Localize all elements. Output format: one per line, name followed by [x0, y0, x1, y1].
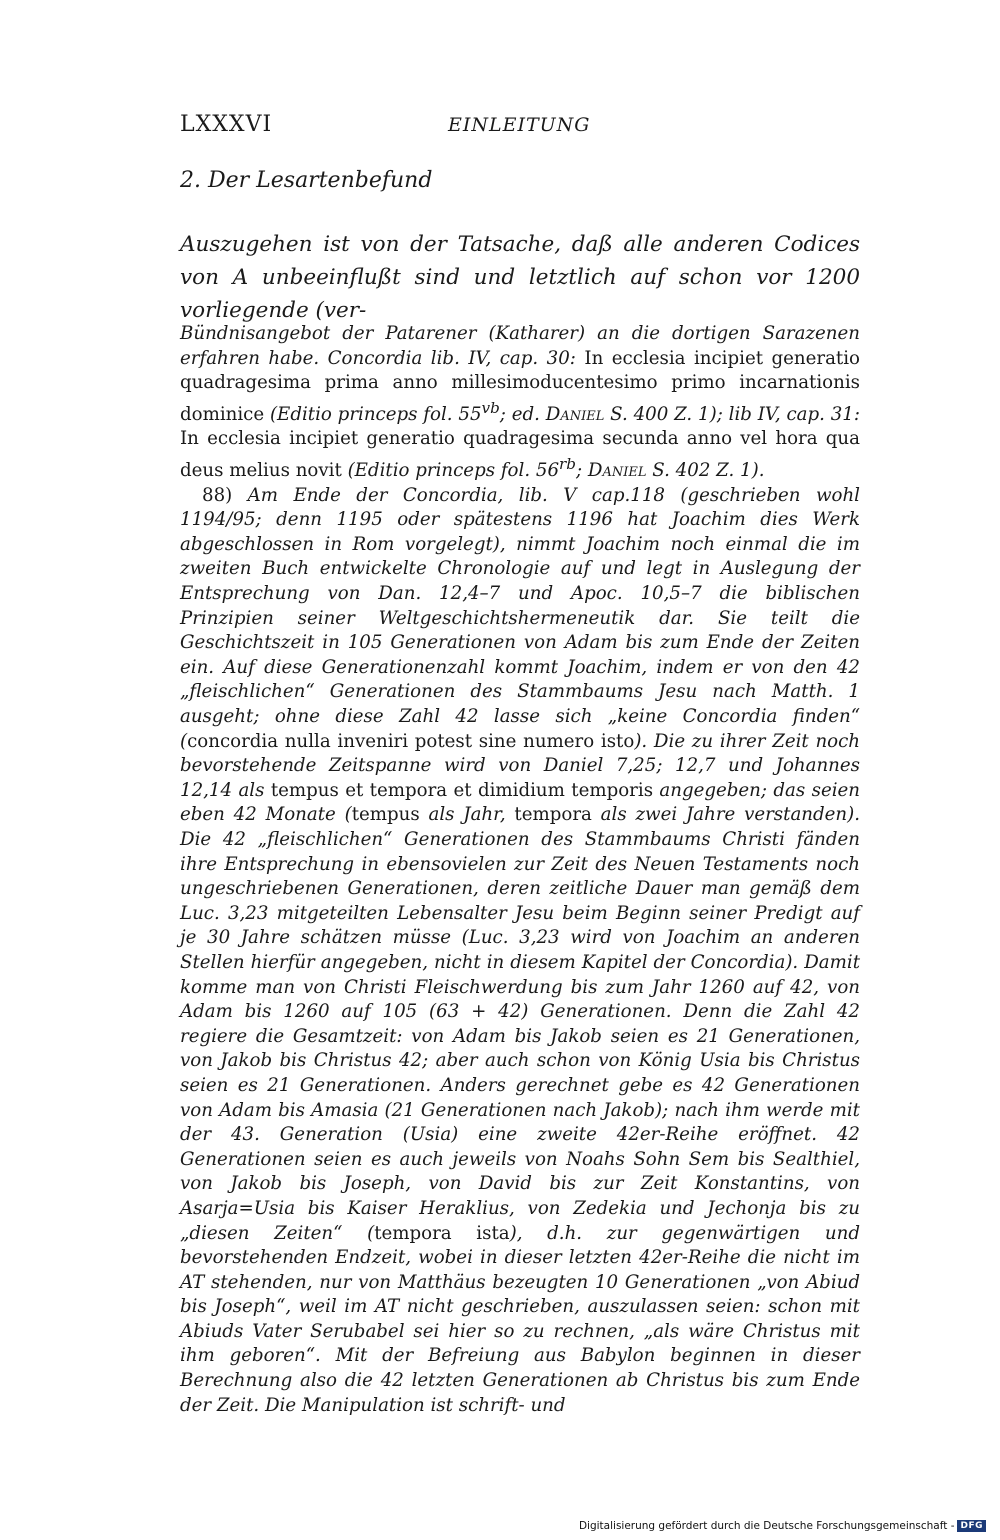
fn-text: Am Ende der Concordia, lib. V cap.118 (geschrieben wohl 1194/95; denn 1195 oder spätestens 1196 hat Joachim dies Werk abgeschlossen in Rom vorgelegt), nimmt Joachim noch einmal die im zweiten Buch entwickelte Chronologie auf und legt in Auslegung der Entsprechung von Dan. 12,4–7 und Apoc. 10,5–7 die biblischen Prinzipien seiner Weltgeschichtshermeneutik dar. Sie teilt die Geschichtszeit in 105 Generationen von Adam bis zum Ende der Zeiten ein. Auf diese Generationenzahl kommt Joachim, indem er von den 42 „fleischlichen“ Generationen des Stammbaums Jesu nach Matth. 1 ausgeht; ohne diese Zahl 42 lasse sich „keine Concordia finden“ ( [180, 484, 860, 752]
superscript: vb [481, 398, 500, 417]
footnote-number: 88) [202, 484, 233, 506]
fn-text: als zwei Jahre verstanden). Die 42 „fleischlichen“ Generationen des Stammbaums Christi fänden ihre Entsprechung in ebensovielen zur Zeit des Neuen Testaments noch ungeschriebenen Generationen, deren zeitliche Dauer man gemäß dem Luc. 3,23 mitgeteilten Lebensalter Jesu beim Beginn seiner Predigt auf je 30 Jahre schätzen müsse (Luc. 3,23 wird von Joachim an anderen Stellen hierfür angegeben, nicht in diesem Kapitel der Concordia). Damit komme man von Christi Fleischwerdung bis zum Jahr 1260 auf 42, von Adam bis 1260 auf 105 (63 + 42) Generationen. Denn die Zahl 42 regiere die Gesamtzeit: von Adam bis Jakob seien es 21 Generationen, von Jakob bis Christus 42; aber auch schon von König Usia bis Christus seien es 21 Generationen. Anders gerechnet gebe es 42 Generationen von Adam bis Amasia (21 Generationen nach Jakob); nach ihm werde mit der 43. Generation (Usia) eine zweite 42er-Reihe eröffnet. 42 Generationen seien es auch jeweils von Noahs Sohn Sem bis Sealthiel, von Jakob bis Joseph, von David bis zur Zeit Konstantins, von Asarja=Usia bis Kaiser Heraklius, von Zedekia und Jechonja bis zu „diesen Zeiten“ ( [180, 804, 860, 1244]
footer-credit-text: Digitalisierung gefördert durch die Deutsche Forschungsgemeinschaft - [578, 1520, 955, 1532]
fn-text: als Jahr, [419, 804, 515, 826]
footnote-88 [180, 484, 860, 1419]
footnote-continuation [180, 322, 860, 484]
fn-text: S. 400 Z. 1); lib IV, cap. 31: [604, 403, 860, 425]
author-name: Daniel [587, 460, 647, 482]
footer-credit [579, 1520, 986, 1532]
latin-quote: tempus et tempora et dimidium temporis [270, 779, 654, 801]
fn-text: ), d.h. zur gegenwärtigen und bevorstehenden Endzeit, wobei in dieser letzten 42er-Reihe die nicht im AT stehenden, nur von Matthäus bezeugten 10 Generationen „von Abiud bis Joseph“, weil im AT nicht geschrieben, auszulassen seien: schon mit Abiuds Vater Serubabel sei hier so zu rechnen, „als wäre Christus mit ihm geboren“. Mit der Befreiung aus Babylon beginnen in dieser Berechnung also die 42 letzten Generationen ab Christus bis zum Ende der Zeit. Die Manipulation ist schrift- und [180, 1222, 860, 1416]
author-name: Daniel [545, 403, 605, 425]
latin-quote: tempora ista [374, 1222, 510, 1244]
fn-text: (Editio princeps fol. 55 [264, 403, 482, 425]
latin-quote: In ecclesia incipiet generatio quadragesima prima anno millesimoducentesimo primo incarnationis dominice [180, 347, 860, 425]
latin-quote: In ecclesia incipiet generatio quadragesima secunda anno vel hora qua deus melius novit [180, 428, 860, 482]
latin-quote: tempora [514, 804, 592, 826]
section-heading: 2. Der Lesartenbefund [180, 168, 433, 193]
fn-text: ; ed. [499, 403, 546, 425]
dfg-logo-icon: DFG [957, 1520, 986, 1532]
running-head: EINLEITUNG [448, 114, 591, 136]
superscript: rb [559, 455, 576, 474]
latin-quote: concordia nulla inveniri potest sine numero isto [187, 730, 635, 752]
fn-text: angegeben; das seien eben 42 Monate ( [180, 779, 861, 826]
footnotes [180, 322, 860, 1418]
latin-quote: tempus [351, 804, 420, 826]
fn-text: (Editio princeps fol. 56 [341, 460, 560, 482]
page-number: LXXXVI [180, 112, 273, 137]
fn-text: ). Die zu ihrer Zeit noch bevorstehende Zeitspanne wird von Daniel 7,25; 12,7 und Johannes 12,14 als [180, 730, 861, 801]
fn-text: S. 402 Z. 1). [646, 460, 765, 482]
body-text: Auszugehen ist von der Tatsache, daß alle anderen Codices von A unbeeinflußt sind und letztlich auf schon vor 1200 vorliegende (ver- [180, 232, 860, 323]
fn-text: ; [575, 460, 588, 482]
fn-text: Bündnisangebot der Patarener (Katharer) an die dortigen Sarazenen erfahren habe. Concordia lib. IV, cap. 30: [180, 323, 860, 369]
